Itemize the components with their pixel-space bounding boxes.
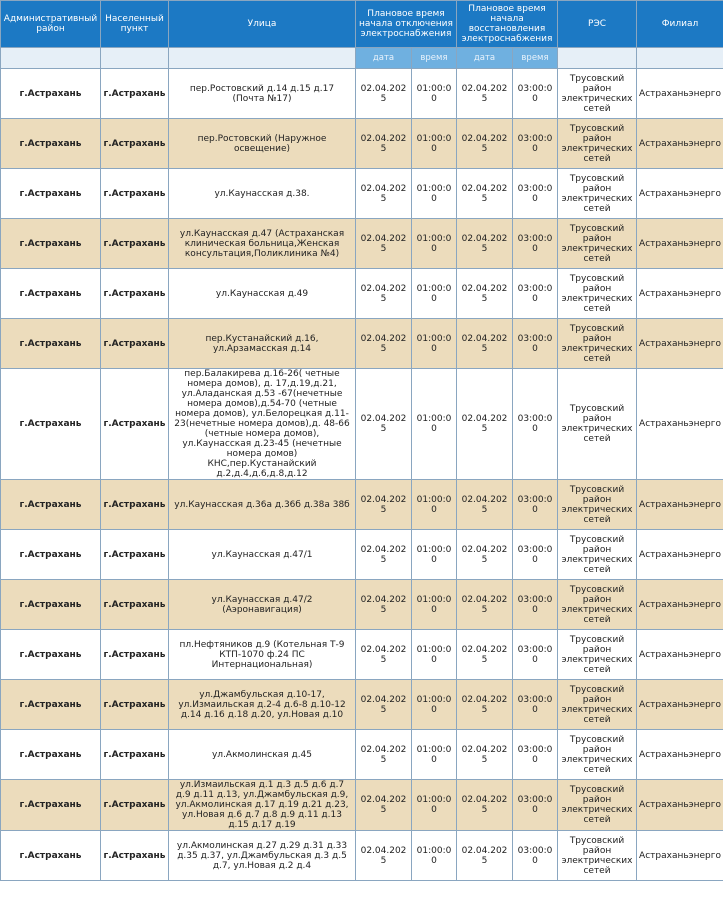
table-row (1, 831, 723, 881)
cell-off-time: 01:00:00 (412, 530, 457, 580)
cell-res: Трусовский район электрических сетей (558, 680, 637, 730)
cell-district: г.Астрахань (1, 580, 101, 630)
cell-street: пл.Нефтяников д.9 (Котельная Т-9 КТП-1070 ф.24 ПС Интернациональная) (169, 630, 356, 680)
col-header-branch: Филиал (637, 1, 723, 48)
subheader-blank (637, 48, 723, 69)
table-row (1, 319, 723, 369)
cell-street: ул.Акмолинская д.27 д.29 д.31 д.33 д.35 д.37, ул.Джамбульская д.3 д.5 д.7, ул.Новая д.2 д.4 (169, 831, 356, 881)
cell-settlement: г.Астрахань (101, 630, 169, 680)
cell-street: ул.Каунасская д.38. (169, 169, 356, 219)
cell-street: ул.Каунасская д.47/2 (Аэронавигация) (169, 580, 356, 630)
cell-branch: Астраханьэнерго (637, 630, 723, 680)
cell-on-time: 03:00:00 (513, 69, 558, 119)
cell-street: ул.Каунасская д.49 (169, 269, 356, 319)
cell-off-date: 02.04.2025 (356, 269, 412, 319)
table-row (1, 169, 723, 219)
cell-on-date: 02.04.2025 (457, 530, 513, 580)
cell-off-date: 02.04.2025 (356, 169, 412, 219)
cell-on-date: 02.04.2025 (457, 69, 513, 119)
table-row (1, 530, 723, 580)
cell-on-date: 02.04.2025 (457, 831, 513, 881)
cell-branch: Астраханьэнерго (637, 680, 723, 730)
table-row (1, 69, 723, 119)
subheader-off-time: время (412, 48, 457, 69)
cell-district: г.Астрахань (1, 169, 101, 219)
cell-district: г.Астрахань (1, 680, 101, 730)
cell-res: Трусовский район электрических сетей (558, 630, 637, 680)
cell-res: Трусовский район электрических сетей (558, 219, 637, 269)
cell-off-date: 02.04.2025 (356, 530, 412, 580)
subheader-blank (1, 48, 101, 69)
cell-on-time: 03:00:00 (513, 831, 558, 881)
cell-branch: Астраханьэнерго (637, 730, 723, 780)
cell-off-date: 02.04.2025 (356, 630, 412, 680)
cell-off-time: 01:00:00 (412, 831, 457, 881)
cell-on-time: 03:00:00 (513, 369, 558, 480)
col-header-res: РЭС (558, 1, 637, 48)
subheader-on-time: время (513, 48, 558, 69)
cell-off-time: 01:00:00 (412, 169, 457, 219)
subheader-on-date: дата (457, 48, 513, 69)
col-header-on-planned: Плановое время начала восстановления электроснабжения (457, 1, 558, 48)
cell-settlement: г.Астрахань (101, 831, 169, 881)
cell-settlement: г.Астрахань (101, 69, 169, 119)
cell-off-time: 01:00:00 (412, 730, 457, 780)
cell-res: Трусовский район электрических сетей (558, 580, 637, 630)
cell-district: г.Астрахань (1, 269, 101, 319)
cell-settlement: г.Астрахань (101, 730, 169, 780)
cell-district: г.Астрахань (1, 319, 101, 369)
cell-res: Трусовский район электрических сетей (558, 831, 637, 881)
cell-district: г.Астрахань (1, 730, 101, 780)
cell-settlement: г.Астрахань (101, 269, 169, 319)
cell-off-time: 01:00:00 (412, 680, 457, 730)
table-row (1, 219, 723, 269)
table-row (1, 730, 723, 780)
cell-res: Трусовский район электрических сетей (558, 69, 637, 119)
cell-off-date: 02.04.2025 (356, 580, 412, 630)
subheader-blank (101, 48, 169, 69)
cell-off-time: 01:00:00 (412, 269, 457, 319)
table-row (1, 680, 723, 730)
cell-off-time: 01:00:00 (412, 780, 457, 831)
cell-off-date: 02.04.2025 (356, 219, 412, 269)
cell-settlement: г.Астрахань (101, 319, 169, 369)
cell-branch: Астраханьэнерго (637, 580, 723, 630)
cell-off-date: 02.04.2025 (356, 69, 412, 119)
cell-branch: Астраханьэнерго (637, 831, 723, 881)
cell-on-time: 03:00:00 (513, 119, 558, 169)
col-header-street: Улица (169, 1, 356, 48)
cell-res: Трусовский район электрических сетей (558, 169, 637, 219)
cell-res: Трусовский район электрических сетей (558, 730, 637, 780)
cell-on-time: 03:00:00 (513, 480, 558, 530)
cell-district: г.Астрахань (1, 369, 101, 480)
table-row (1, 780, 723, 831)
cell-street: пер.Балакирева д.16-26( четные номера домов), д. 17,д.19,д.21, ул.Аладанская д.53 -67(нечетные номера домов),д.54-70 (четные номера домов), ул.Белорецкая д.11-23(нечетные номера домов),д. 48-66 (четные номера домов), ул.Каунасская д.23-45 (нечетные номера домов) КНС,пер.Кустанайский д.2,д.4,д.6,д.8,д.12 (169, 369, 356, 480)
col-header-settlement: Населенный пункт (101, 1, 169, 48)
subheader-row (1, 48, 723, 69)
cell-on-time: 03:00:00 (513, 530, 558, 580)
cell-res: Трусовский район электрических сетей (558, 480, 637, 530)
cell-settlement: г.Астрахань (101, 119, 169, 169)
cell-settlement: г.Астрахань (101, 680, 169, 730)
cell-on-time: 03:00:00 (513, 630, 558, 680)
cell-on-date: 02.04.2025 (457, 119, 513, 169)
subheader-off-date: дата (356, 48, 412, 69)
cell-on-time: 03:00:00 (513, 730, 558, 780)
cell-district: г.Астрахань (1, 530, 101, 580)
table-row (1, 480, 723, 530)
cell-off-time: 01:00:00 (412, 630, 457, 680)
cell-on-date: 02.04.2025 (457, 780, 513, 831)
cell-branch: Астраханьэнерго (637, 319, 723, 369)
col-header-off-planned: Плановое время начала отключения электроснабжения (356, 1, 457, 48)
cell-off-date: 02.04.2025 (356, 730, 412, 780)
cell-on-date: 02.04.2025 (457, 730, 513, 780)
cell-on-time: 03:00:00 (513, 780, 558, 831)
cell-branch: Астраханьэнерго (637, 369, 723, 480)
cell-off-time: 01:00:00 (412, 69, 457, 119)
cell-on-time: 03:00:00 (513, 680, 558, 730)
cell-off-date: 02.04.2025 (356, 480, 412, 530)
cell-settlement: г.Астрахань (101, 530, 169, 580)
cell-on-date: 02.04.2025 (457, 269, 513, 319)
cell-district: г.Астрахань (1, 630, 101, 680)
cell-off-date: 02.04.2025 (356, 680, 412, 730)
cell-off-date: 02.04.2025 (356, 319, 412, 369)
cell-on-date: 02.04.2025 (457, 580, 513, 630)
cell-district: г.Астрахань (1, 780, 101, 831)
cell-street: пер.Кустанайский д.16, ул.Арзамасская д.14 (169, 319, 356, 369)
cell-on-date: 02.04.2025 (457, 480, 513, 530)
cell-branch: Астраханьэнерго (637, 69, 723, 119)
cell-off-date: 02.04.2025 (356, 369, 412, 480)
cell-district: г.Астрахань (1, 69, 101, 119)
cell-street: ул.Каунасская д.36а д.36б д.38а 38б (169, 480, 356, 530)
cell-settlement: г.Астрахань (101, 369, 169, 480)
cell-street: ул.Акмолинская д.45 (169, 730, 356, 780)
cell-branch: Астраханьэнерго (637, 269, 723, 319)
cell-res: Трусовский район электрических сетей (558, 369, 637, 480)
cell-on-time: 03:00:00 (513, 269, 558, 319)
cell-res: Трусовский район электрических сетей (558, 269, 637, 319)
cell-res: Трусовский район электрических сетей (558, 780, 637, 831)
cell-on-date: 02.04.2025 (457, 369, 513, 480)
cell-branch: Астраханьэнерго (637, 169, 723, 219)
cell-off-time: 01:00:00 (412, 580, 457, 630)
cell-settlement: г.Астрахань (101, 780, 169, 831)
cell-res: Трусовский район электрических сетей (558, 319, 637, 369)
subheader-blank (169, 48, 356, 69)
cell-branch: Астраханьэнерго (637, 530, 723, 580)
cell-on-date: 02.04.2025 (457, 219, 513, 269)
table-row (1, 630, 723, 680)
cell-branch: Астраханьэнерго (637, 219, 723, 269)
cell-settlement: г.Астрахань (101, 169, 169, 219)
cell-on-date: 02.04.2025 (457, 169, 513, 219)
cell-off-time: 01:00:00 (412, 119, 457, 169)
cell-street: ул.Каунасская д.47 (Астраханская клиническая больница,Женская консультация,Поликлиника №4) (169, 219, 356, 269)
cell-branch: Астраханьэнерго (637, 480, 723, 530)
table-row (1, 369, 723, 480)
cell-on-date: 02.04.2025 (457, 630, 513, 680)
cell-on-time: 03:00:00 (513, 169, 558, 219)
cell-on-date: 02.04.2025 (457, 680, 513, 730)
cell-branch: Астраханьэнерго (637, 780, 723, 831)
cell-street: ул.Каунасская д.47/1 (169, 530, 356, 580)
table-row (1, 119, 723, 169)
cell-on-time: 03:00:00 (513, 580, 558, 630)
table-row (1, 580, 723, 630)
cell-off-time: 01:00:00 (412, 219, 457, 269)
cell-district: г.Астрахань (1, 831, 101, 881)
cell-settlement: г.Астрахань (101, 219, 169, 269)
cell-res: Трусовский район электрических сетей (558, 119, 637, 169)
cell-on-time: 03:00:00 (513, 219, 558, 269)
cell-street: пер.Ростовский д.14 д.15 д.17 (Почта №17) (169, 69, 356, 119)
cell-district: г.Астрахань (1, 480, 101, 530)
cell-settlement: г.Астрахань (101, 580, 169, 630)
table-row (1, 269, 723, 319)
cell-district: г.Астрахань (1, 119, 101, 169)
cell-off-time: 01:00:00 (412, 319, 457, 369)
cell-settlement: г.Астрахань (101, 480, 169, 530)
cell-off-date: 02.04.2025 (356, 780, 412, 831)
cell-off-time: 01:00:00 (412, 480, 457, 530)
cell-res: Трусовский район электрических сетей (558, 530, 637, 580)
cell-off-time: 01:00:00 (412, 369, 457, 480)
cell-off-date: 02.04.2025 (356, 831, 412, 881)
cell-district: г.Астрахань (1, 219, 101, 269)
subheader-blank (558, 48, 637, 69)
cell-on-date: 02.04.2025 (457, 319, 513, 369)
cell-branch: Астраханьэнерго (637, 119, 723, 169)
cell-street: пер.Ростовский (Наружное освещение) (169, 119, 356, 169)
col-header-district: Административный район (1, 1, 101, 48)
header-row (1, 1, 723, 48)
cell-on-time: 03:00:00 (513, 319, 558, 369)
cell-street: ул.Джамбульская д.10-17, ул.Измаильская д.2-4 д.6-8 д.10-12 д.14 д.16 д.18 д.20, ул.Новая д.10 (169, 680, 356, 730)
cell-street: ул.Измаильская д.1 д.3 д.5 д.6 д.7 д.9 д.11 д.13, ул.Джамбульская д.9, ул.Акмолинская д.17 д.19 д.21 д.23, ул.Новая д.6 д.7 д.8 д.9 д.11 д.13 д.15 д.17 д.19 (169, 780, 356, 831)
cell-off-date: 02.04.2025 (356, 119, 412, 169)
table-body (1, 69, 723, 881)
